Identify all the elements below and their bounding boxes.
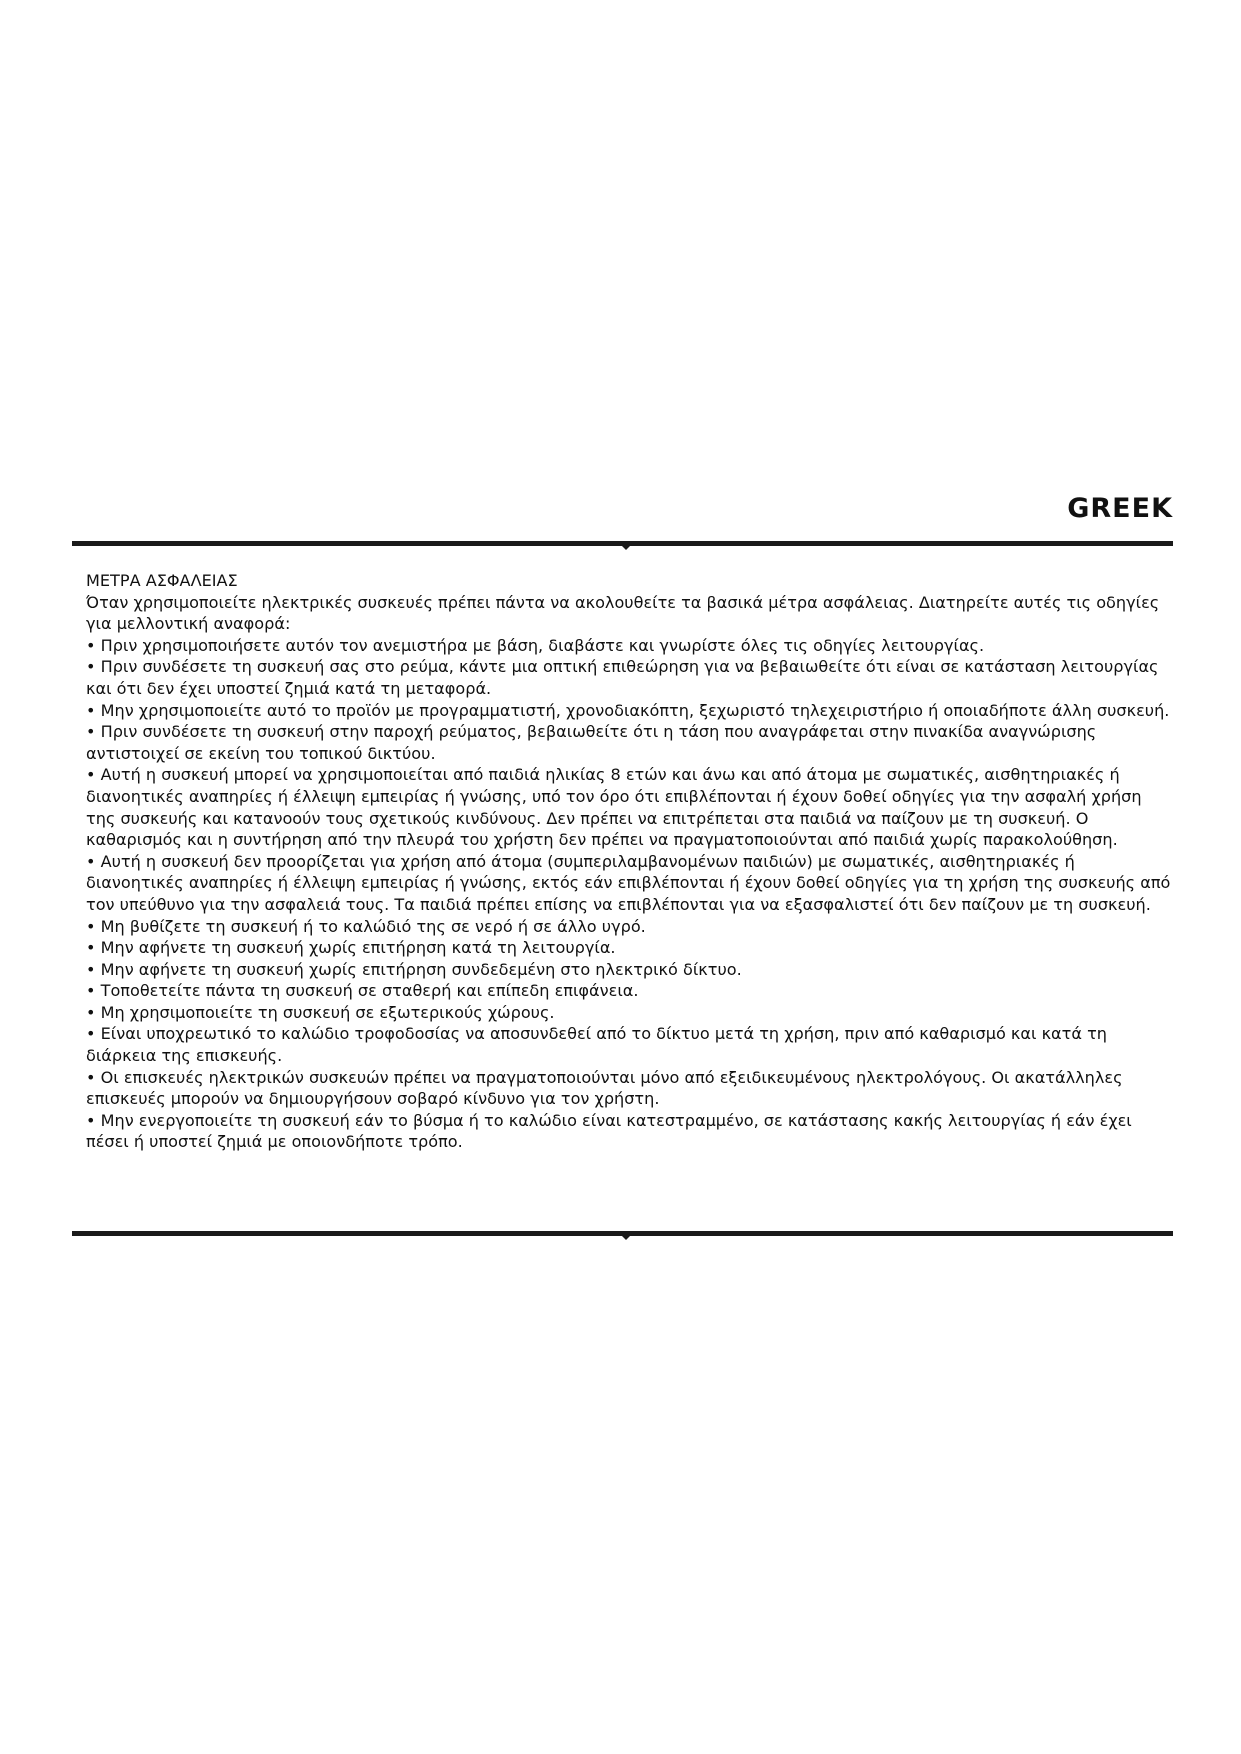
list-item: • Τοποθετείτε πάντα τη συσκευή σε σταθερή και επίπεδη επιφάνεια. [86, 980, 1176, 1002]
top-divider [72, 541, 1173, 546]
section-intro: Όταν χρησιμοποιείτε ηλεκτρικές συσκευές πρέπει πάντα να ακολουθείτε τα βασικά μέτρα ασφάλειας. Διατηρείτε αυτές τις οδηγίες για μελλοντική αναφορά: [86, 592, 1160, 634]
list-item: • Μη χρησιμοποιείτε τη συσκευή σε εξωτερικούς χώρους. [86, 1002, 1176, 1024]
top-divider-notch [620, 544, 632, 550]
list-item: • Οι επισκευές ηλεκτρικών συσκευών πρέπει να πραγματοποιούνται μόνο από εξειδικευμένους ηλεκτρολόγους. Οι ακατάλληλες επισκευές μπορούν να δημιουργήσουν σοβαρό κίνδυνο για τον χρήστη. [86, 1067, 1176, 1110]
list-item: • Μην αφήνετε τη συσκευή χωρίς επιτήρηση συνδεδεμένη στο ηλεκτρικό δίκτυο. [86, 959, 1176, 981]
safety-list [86, 635, 1176, 1153]
list-item: • Αυτή η συσκευή μπορεί να χρησιμοποιείται από παιδιά ηλικίας 8 ετών και άνω και από άτομα με σωματικές, αισθητηριακές ή διανοητικές αναπηρίες ή έλλειψη εμπειρίας ή γνώσης, υπό τον όρο ότι επιβλέπονται ή έχουν δοθεί οδηγίες για την ασφαλή χρήση της συσκευής και κατανοούν τους σχετικούς κινδύνους. Δεν πρέπει να επιτρέπεται στα παιδιά να παίζουν με τη συσκευή. Ο καθαρισμός και η συντήρηση από την πλευρά του χρήστη δεν πρέπει να πραγματοποιούνται από παιδιά χωρίς παρακολούθηση. [86, 764, 1176, 850]
list-item: • Μην αφήνετε τη συσκευή χωρίς επιτήρηση κατά τη λειτουργία. [86, 937, 1176, 959]
bottom-divider [72, 1231, 1173, 1236]
list-item: • Μην χρησιμοποιείτε αυτό το προϊόν με προγραμματιστή, χρονοδιακόπτη, ξεχωριστό τηλεχειριστήριο ή οποιαδήποτε άλλη συσκευή. [86, 700, 1176, 722]
list-item: • Πριν συνδέσετε τη συσκευή στην παροχή ρεύματος, βεβαιωθείτε ότι η τάση που αναγράφεται στην πινακίδα αναγνώρισης αντιστοιχεί σε εκείνη του τοπικού δικτύου. [86, 721, 1176, 764]
safety-section [86, 570, 1176, 1153]
list-item: • Αυτή η συσκευή δεν προορίζεται για χρήση από άτομα (συμπεριλαμβανομένων παιδιών) με σωματικές, αισθητηριακές ή διανοητικές αναπηρίες ή έλλειψη εμπειρίας ή γνώσης, εκτός εάν επιβλέπονται ή έχουν δοθεί οδηγίες για τη χρήση της συσκευής από τον υπεύθυνο για την ασφαλειά τους. Τα παιδιά πρέπει επίσης να επιβλέπονται για να εξασφαλιστεί ότι δεν παίζουν με τη συσκευή. [86, 851, 1176, 916]
list-item: • Μην ενεργοποιείτε τη συσκευή εάν το βύσμα ή το καλώδιο είναι κατεστραμμένο, σε κατάστασης κακής λειτουργίας ή εάν έχει πέσει ή υποστεί ζημιά με οποιονδήποτε τρόπο. [86, 1110, 1176, 1153]
list-item: • Πριν συνδέσετε τη συσκευή σας στο ρεύμα, κάντε μια οπτική επιθεώρηση για να βεβαιωθείτε ότι είναι σε κατάσταση λειτουργίας και ότι δεν έχει υποστεί ζημιά κατά τη μεταφορά. [86, 656, 1176, 699]
language-label: GREEK [1067, 493, 1173, 524]
section-title: ΜΕΤΡΑ ΑΣΦΑΛΕΙΑΣ [86, 571, 238, 590]
list-item: • Πριν χρησιμοποιήσετε αυτόν τον ανεμιστήρα με βάση, διαβάστε και γνωρίστε όλες τις οδηγίες λειτουργίας. [86, 635, 1176, 657]
list-item: • Μη βυθίζετε τη συσκευή ή το καλώδιό της σε νερό ή σε άλλο υγρό. [86, 916, 1176, 938]
list-item: • Είναι υποχρεωτικό το καλώδιο τροφοδοσίας να αποσυνδεθεί από το δίκτυο μετά τη χρήση, πριν από καθαρισμό και κατά τη διάρκεια της επισκευής. [86, 1023, 1176, 1066]
bottom-divider-notch [620, 1234, 632, 1240]
